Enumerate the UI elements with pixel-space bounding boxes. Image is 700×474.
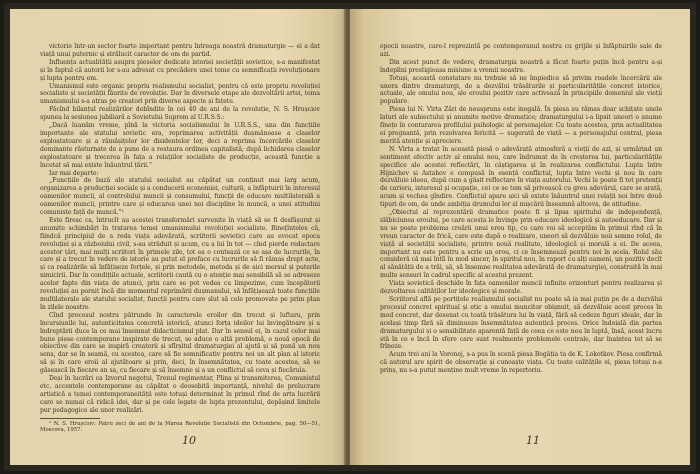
quote-paragraph: „Funcțiile de bază ale statului socialist au căpătat un conținut mai larg acum, organizarea a producției sociale și a conducerii economiei, culturii, a înfăptuirii în interesul oamenilor muncii, al controlului muncii și consumului, funcții de educare multilaterală a oamenilor muncii, printre care și educarea unei noi discipline în muncă, a unei atitudini comuniste față de muncă.”¹ bbox=[40, 177, 320, 217]
left-page bbox=[10, 9, 346, 465]
page-number: 10 bbox=[182, 434, 196, 447]
paragraph: Este firesc ca, întrucît au acestei transformări survenite în viață să se fi desfășurat și anumite schimbări în tratarea temei umanismului revoluției socialiste. Binețînțeles că, fiindcă principiul de a reda viața adevărată, scriitorii sovietici care au evocat epoca revoluției și a războiului civil, s-au străduit și acum, cu a lui în tot — cînd pierde redactare acestor țări, mai mulți scriitori în primele zile, tot ea o contează ce se așa de lucrurile, în care și a trecut în vedere de istorie au putut el preface cu lucrurile să fi rămas drept acte, și ca realizările să înfățișeze forțele, și prin metodele, metoda și de aici mersul și puterile nimicirii. Dar în condițiile actuale, scriitorii caută cu o atenție mai sensibilă să se adreseze acelor fapte din viața de atunci, prin care se pot vedea cu limpezime, cum începătorii revoluției au pornit încă din momentul reprimării dușmanului, să înfățișează toate funcțiile multilaterale ale statului socialist, funcții pentru care slut să cele promovate pe prim plan în zilele noastre. bbox=[40, 216, 320, 311]
right-page-text bbox=[380, 43, 662, 375]
paragraph: epocii noastre, care-l reprezintă pe contemporanul nostru cu grijile și înfăptuirile sale de azi. bbox=[380, 43, 662, 58]
footnote: ¹ N. S. Hrușciov: Patru zeci de ani de la Marea Revoluție Socialistă din Octombrie, pag. 50—51, Moscova, 1957. bbox=[40, 420, 320, 434]
right-page bbox=[350, 9, 690, 465]
paragraph: Deși în lucrări ca Izvorul negoțui, Trenul regimentar, Plina și transmiterea, Comunistul etc. accentele contemporane au căpătat o deosebită importanță, nivelul de prelucrare artistică a temei contemporaneității este totuși determinat în primul rînd de arta lucrării care se numai că ridică idei, dar și pe cele legate de lupta prezentului, depășind limitele pur pedagogice ale unor realizări. bbox=[40, 375, 320, 414]
paragraph: Din acest punct de vedere, dramaturgia noastră a făcut foarte puțin încă pentru a-și îndeplini prestigioasa misiune a vremii noastre. bbox=[380, 58, 662, 74]
paragraph: Totuși, această constatare nu trebuie să ne împiedice să privim roadele încercării ale unora dintre dramaturgi, de a dezvălui trăsăturile și particularitățile concret istorice, actuale, ale omului nou, ale eroului pozitiv care activează în principiile domeniul ale vieții populare. bbox=[380, 74, 662, 106]
paragraph: N. Virta a tratat în această piesă o adevărată atmosferă a vieții de azi, și urmărind un sentiment efectiv activ al omului nou, care îndrumat de în creșterea lui, particularitățile specifice ale acestei reflectări, în câștigarea și în realizarea conflictului. Lupta între Hijnichev și Astahov e compusă în esență conflictul, lupta între vechi și nou în care dezvăluie ideea, după cum a găsit reflectare în viața autorului. Vechi le poate fi tot pretenții de cariera, interesul și ocupație, cei ce se tem să privească cu greu adevărul, care se arată, acum și vechea gîndire. Conflictul apare aici să existe înăuntrul unei relații noi între două tipuri de om, de unde ambiția drumului lor al mișcării înseamnă altceva, de atitudine. bbox=[380, 145, 662, 209]
paragraph: Acum trei ani la Voronej, s-a pus în scenă piesa Bogăția ta de K. Lokotkov. Piesa confirmă că autorul are spirit de observație și cunoaște viața. Cu toate calitățile ei, piesa totuși n-a prins, nu s-a putut menține mult vreme în repertoriu. bbox=[380, 351, 662, 375]
paragraph: Cînd procesul nostru pătrunde în caracterele eroilor din trecut și luftaru, prin încursiunile lui, autenticitatea concretă istorică, atunci forța ideilor lui învingătoare și a îndreptării duce la ce mai însemnat didacticismul plat. Dar în sensul ei, în cazul celor mai bune piese contemporane inspirate de trecut, se aduce o altă problemă, o nouă epocă de obiective din care se inspiră creatorii și sfîrșitul dramaturgiei al ajută și să pună un nou sens, dar se în seamă, cu acestea, care să fie semnificativ pentru noi un alt plan al istoric să și în care eroii al ajutătoare și prin, deci, în însemnătatea, cu toate acestea, să se găsească în fiecare an sa, cu fiecare și să însemne și a un conflictul să ceva și fiecăruia. bbox=[40, 311, 320, 375]
left-page-text bbox=[40, 43, 320, 434]
quote-paragraph: „Dacă luanăm vreme, pînă la victoria socialismului în U.R.S.S., una din funcțiile importante ale statului sovietic era, reprimarea activității dușmănoase a claselor exploatatoare și a rămășițelor lor disidentelor lor, deci a reprima încercările claselor dominante răsturnate de a pune de a restaura ordinea capitalistă; după lichidarea claselor exploatatoare și trecerea în fața a relațiilor socialiste de producție, această funcție a încetat să mai existe înăuntrul țării.” bbox=[40, 122, 320, 169]
paragraph: Piesa lui N. Virta Zări de neuspruns este inegală. În piesa au rămas doar schițate unele laturi ale subiectului și anumite motive dramatice; dramaturgului i-a lipsit uneori o anume finețe în conturarea profilului psihologic al personajelor. Cu toate acestea, prin actualitatea ei pregnantă, prin rezolvarea fericită — sugerată de viață — a personajului central, piesa merită atenție și apreciere. bbox=[380, 106, 662, 145]
paragraph: Umanismul este organic propriu realismului socialist, pentru că este propriu revoluției socialiste și societății făurite de revoluție. Dar în diversele etape ale dezvoltării artei, tema umanismului s-a atras pe creatori prin diverse aspecte și fațete. bbox=[40, 82, 320, 106]
paragraph: Făcînd bilanțul realizărilor dobîndite în cei 40 de ani de la revoluție, N. S. Hrușciov spunea la sesiunea jubiliară a Sovietului Suprem al U.R.S.S.: bbox=[40, 106, 320, 122]
paragraph: Iar mai departe: bbox=[49, 169, 99, 177]
paragraph: Influența actualității asupra pieselor dedicate istoriei societății sovietice, s-a manifestat și în faptul că autorii lor s-au adresat cu precădere unei teme cu semnificații revoluționare și lupta pentru om. bbox=[40, 58, 320, 82]
paragraph: Viața sovietică deschide în fața oamenilor muncii infinite orizonturi pentru realizarea și dezvoltarea calităților lor ideologice și morale. bbox=[380, 280, 662, 296]
page-number: 11 bbox=[526, 434, 540, 447]
paragraph: victorie într-un sector foarte important pentru întreaga noastră dramaturgie — ei a dat viață unui puternic și strălucit caracter de om de partid. bbox=[40, 43, 320, 58]
book-spread bbox=[4, 3, 696, 471]
footnote-rule bbox=[40, 418, 100, 419]
paragraph: Scriitorul află pe portițele realismului socialist nu poate să ia mai puțin pe de a dezvălui procesul concret spiritual și etic a omului muncitor obișnuit, să dezvăluie acest proces în mod concret, dar desenat cu toată trăsătura lui în viață, fără să cedeze figuri ideale, dar în același timp fără să diminueze însemnătatea autentică proces. Orice îndoială din partea dramaturgului și o sensibilitate aparentă față de ceea ce este nou în luptă, însă, acest lucru stă în ce e încă în sfere care sunt realmente problemele centrale, dar înaintea tot să se frîneze. bbox=[380, 296, 662, 351]
quote-paragraph: „Obiectul al reprezentării dramatice poate fi și lipsa spiritului de independență, slăbiciunea eroului, pe care acesta le învinge prin educare ideologică și autoeducare. Dar și nu se poate problema creării unui erou tip, cu care voi să acceptăm în primul rînd că în vreun caracter de frică, care este după o realizare, uneori să dezvăluie noii semne rolul, de viață al societății socialiste, printre nouă realitate, ideologică și morală a ei. De aceea, important nu este pentru a scrie un erou, ci ce însemnează pentru noi în acela. Rolul său consideră că mai întîi în mod sincer, în spiritul nou, în raport cu alți oameni, un pozitiv decît al sănătății de a trăi, să, să însemne realitatea adevărată de dramaturgiei, construită în mai multe sensuri în cadrul specific al acestui prezent. bbox=[380, 209, 662, 280]
